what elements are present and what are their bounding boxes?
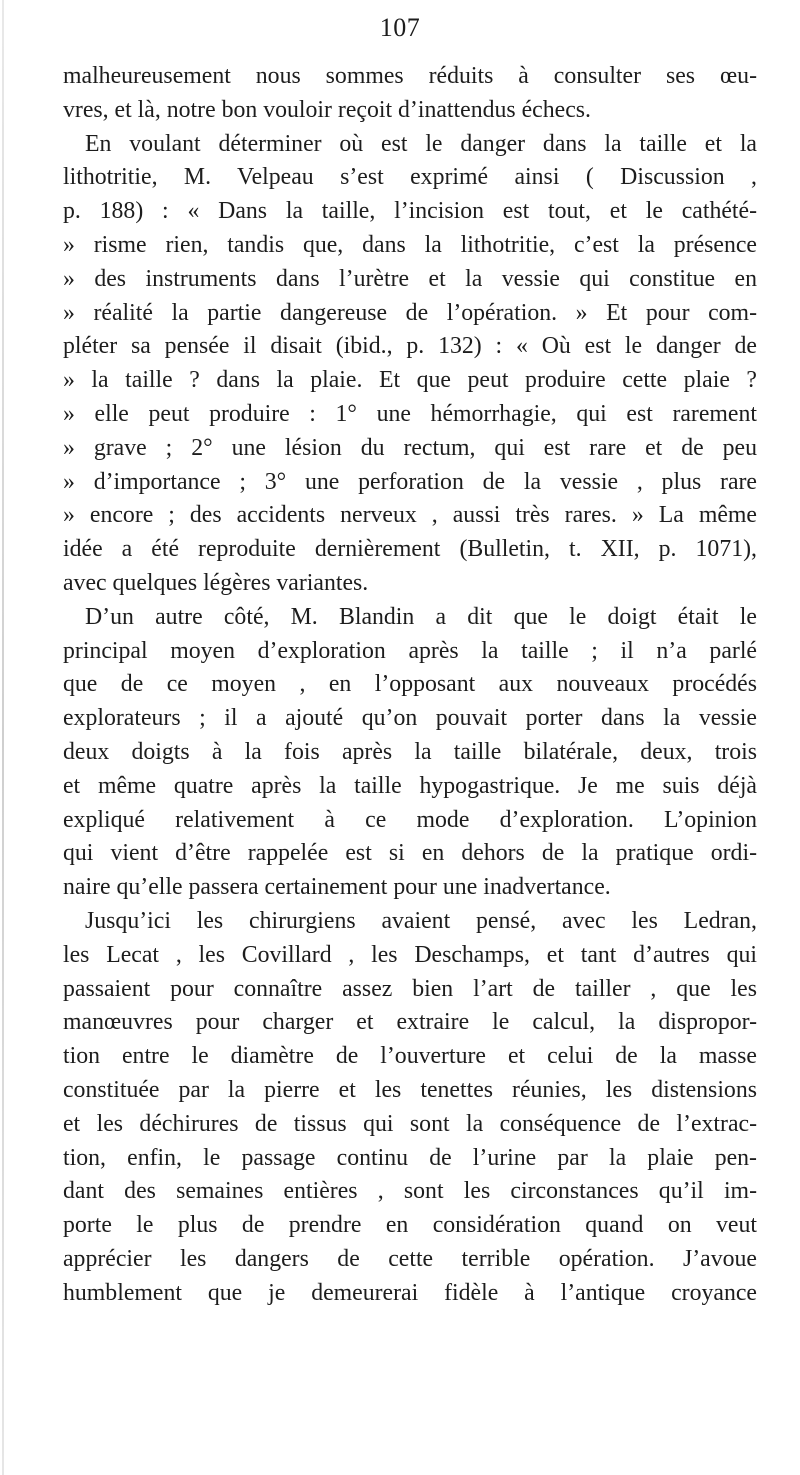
text-line: manœuvres pour charger et extraire le calcul, la dispropor- [63, 1009, 757, 1036]
page-number: 107 [379, 13, 421, 42]
text-line: passaient pour connaître assez bien l’art de tailler , que les [63, 975, 757, 1002]
text-line: D’un autre côté, M. Blandin a dit que le doigt était le [85, 603, 757, 630]
text-line: pléter sa pensée il disait (ibid., p. 132) : « Où est le danger de [63, 333, 757, 360]
page-edge-shadow [2, 0, 4, 1475]
text-line: avec quelques légères variantes. [63, 569, 369, 596]
text-line: » d’importance ; 3° une perforation de la vessie , plus rare [63, 468, 757, 495]
text-line: » réalité la partie dangereuse de l’opération. » Et pour com- [63, 299, 757, 326]
text-line: » elle peut produire : 1° une hémorrhagie, qui est rarement [63, 400, 757, 427]
text-line: apprécier les dangers de cette terrible opération. J’avoue [63, 1245, 757, 1272]
text-line: qui vient d’être rappelée est si en dehors de la pratique ordi- [63, 840, 757, 867]
text-line: » la taille ? dans la plaie. Et que peut produire cette plaie ? [63, 367, 757, 394]
text-line: les Lecat , les Covillard , les Deschamps, et tant d’autres qui [63, 941, 757, 968]
text-line: En voulant déterminer où est le danger dans la taille et la [85, 130, 757, 157]
text-line: expliqué relativement à ce mode d’exploration. L’opinion [63, 806, 757, 833]
text-line: dant des semaines entières , sont les circonstances qu’il im- [63, 1178, 757, 1205]
text-line: et même quatre après la taille hypogastrique. Je me suis déjà [63, 772, 757, 799]
text-line: idée a été reproduite dernièrement (Bulletin, t. XII, p. 1071), [63, 536, 757, 563]
text-line: constituée par la pierre et les tenettes réunies, les distensions [63, 1076, 757, 1103]
text-line: vres, et là, notre bon vouloir reçoit d’inattendus échecs. [63, 96, 591, 123]
text-line: lithotritie, M. Velpeau s’est exprimé ainsi ( Discussion , [63, 164, 757, 191]
text-line: tion, enfin, le passage continu de l’urine par la plaie pen- [63, 1144, 757, 1171]
text-line: » encore ; des accidents nerveux , aussi très rares. » La même [63, 502, 757, 529]
text-line: p. 188) : « Dans la taille, l’incision est tout, et le cathété- [63, 198, 757, 225]
text-line: naire qu’elle passera certainement pour une inadvertance. [63, 874, 611, 901]
text-line: que de ce moyen , en l’opposant aux nouveaux procédés [63, 671, 757, 698]
text-line: malheureusement nous sommes réduits à consulter ses œu- [63, 63, 757, 89]
body-text [63, 60, 757, 1310]
text-line: Jusqu’ici les chirurgiens avaient pensé, avec les Ledran, [85, 907, 757, 934]
text-line: » des instruments dans l’urètre et la vessie qui constitue en [63, 265, 757, 292]
text-line: deux doigts à la fois après la taille bilatérale, deux, trois [63, 738, 757, 765]
text-line: tion entre le diamètre de l’ouverture et celui de la masse [63, 1043, 757, 1070]
text-line: porte le plus de prendre en considération quand on veut [63, 1212, 757, 1239]
text-line: » risme rien, tandis que, dans la lithotritie, c’est la présence [63, 231, 757, 258]
text-line: » grave ; 2° une lésion du rectum, qui est rare et de peu [63, 434, 757, 461]
text-line: explorateurs ; il a ajouté qu’on pouvait porter dans la vessie [63, 705, 757, 732]
text-line: humblement que je demeurerai fidèle à l’antique croyance [63, 1279, 757, 1306]
text-line: et les déchirures de tissus qui sont la conséquence de l’extrac- [63, 1110, 757, 1137]
text-line: principal moyen d’exploration après la taille ; il n’a parlé [63, 637, 757, 664]
